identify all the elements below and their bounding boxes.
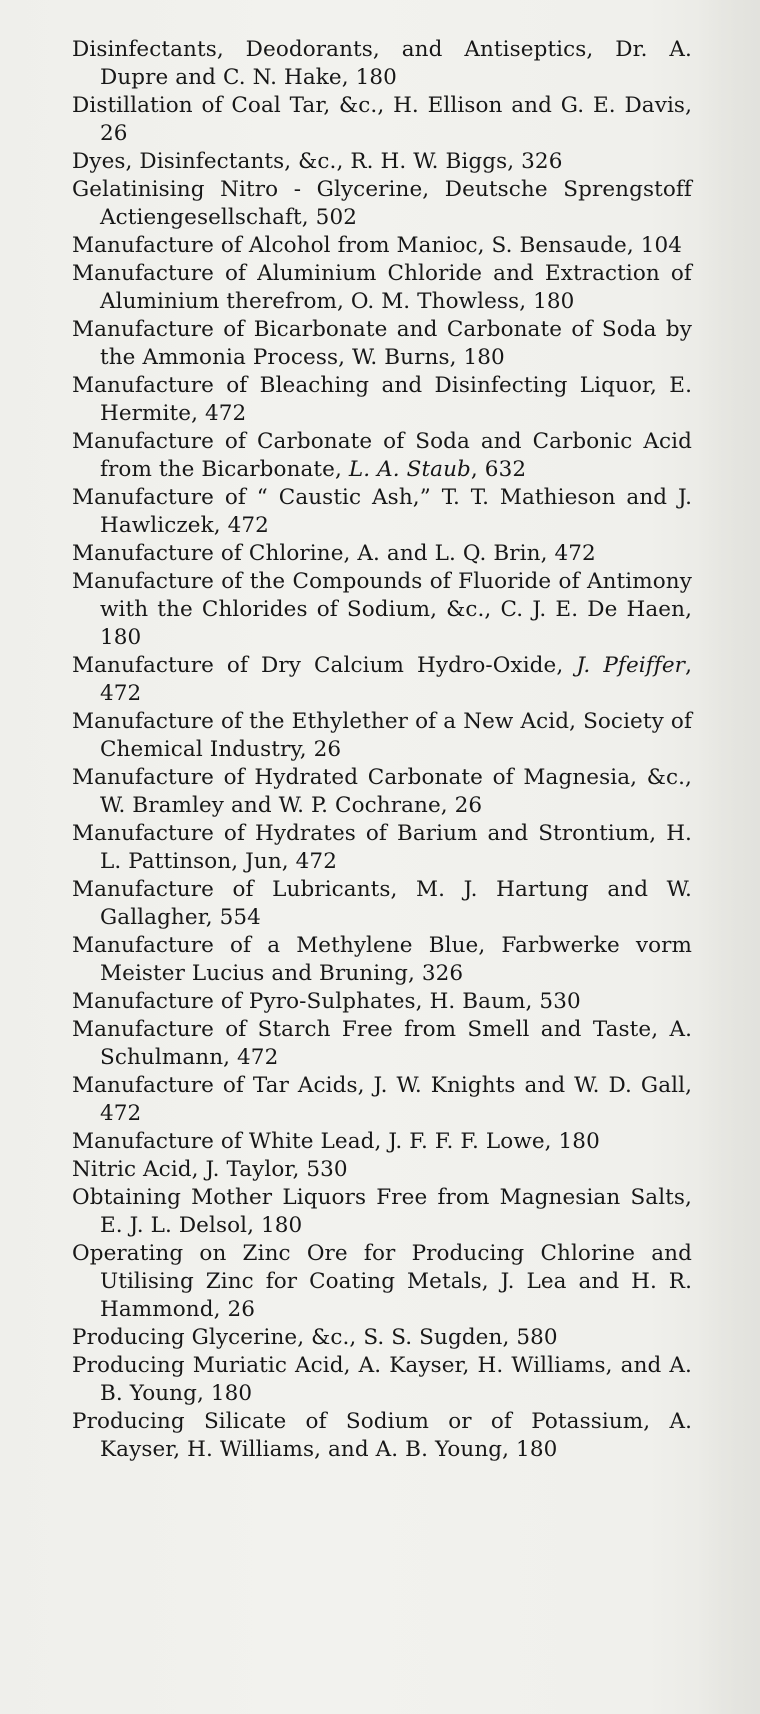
index-entry: Manufacture of Hydrates of Barium and Strontium, H. L. Pattinson, Jun, 472 <box>72 821 692 874</box>
entry-subject: Manufacture of Lubricants, <box>72 877 398 902</box>
index-entry: Gelatinising Nitro - Glycerine, Deutsche Sprengstoff Actiengesellschaft, 502 <box>72 177 692 230</box>
entry-author: L. A. Staub <box>348 457 471 482</box>
entry-page-number: 180 <box>558 1129 600 1154</box>
entry-page-number: 472 <box>100 681 142 706</box>
entry-subject: Manufacture of Dry Calcium Hydro-Oxide, <box>72 653 564 678</box>
entry-subject: Operating on Zinc Ore for Producing Chlorine and Utilising Zinc for Coating Metals, <box>72 1241 692 1294</box>
entry-subject: Manufacture of “ Caustic Ash,” <box>72 485 431 510</box>
entry-author: C. J. E. De Haen <box>500 597 686 622</box>
entry-subject: Gelatinising Nitro - Glycerine, <box>72 177 430 202</box>
entry-page-number: 530 <box>539 989 581 1014</box>
entry-page-number: 502 <box>315 205 358 230</box>
index-entry: Producing Silicate of Sodium or of Potassium, A. Kayser, H. Williams, and A. B. Young, 180 <box>72 1409 693 1462</box>
entry-subject: Manufacture of Chlorine, <box>72 541 351 566</box>
entry-author: E. J. L. Delsol <box>100 1213 248 1238</box>
entry-subject: Manufacture of Hydrated Carbonate of Magnesia, &c., <box>72 765 692 790</box>
index-entry: Manufacture of “ Caustic Ash,” T. T. Mathieson and J. Hawliczek, 472 <box>72 485 693 538</box>
entry-page-number: 180 <box>516 1437 558 1462</box>
entry-page-number: 326 <box>421 961 464 986</box>
entry-author: S. Bensaude <box>491 233 627 258</box>
entry-page-number: 180 <box>210 1381 253 1406</box>
entry-subject: Manufacture of Tar Acids, <box>72 1073 365 1098</box>
entry-author: J. Taylor <box>205 1157 293 1182</box>
index-entry: Manufacture of Hydrated Carbonate of Magnesia, &c., W. Bramley and W. P. Cochrane, 26 <box>72 765 692 818</box>
entry-author: H. Ellison and G. E. Davis <box>393 93 686 118</box>
entry-subject: Manufacture of the Compounds of Fluoride of Antimony with the Chlorides of Sodium, &c., <box>72 569 692 622</box>
entry-page-number: 180 <box>463 345 505 370</box>
index-entry: Manufacture of Starch Free from Smell and Taste, A. Schulmann, 472 <box>72 1017 692 1070</box>
entry-subject: Manufacture of Bleaching and Disinfecting Liquor, <box>72 373 657 398</box>
entry-page-number: 180 <box>533 289 575 314</box>
entry-subject: Manufacture of White Lead, <box>72 1129 382 1154</box>
index-entry: Distillation of Coal Tar, &c., H. Ellison and G. E. Davis, 26 <box>72 93 692 146</box>
entry-page-number: 26 <box>454 793 483 818</box>
entry-page-number: 26 <box>313 737 342 762</box>
entry-author: Deutsche Sprengstoff Actiengesellschaft <box>100 177 692 230</box>
entry-author: T. T. Mathieson and J. Hawliczek <box>100 485 693 538</box>
entry-author: Dr. A. Dupre and C. N. Hake <box>100 37 692 90</box>
entry-author: W. Bramley and W. P. Cochrane <box>100 793 441 818</box>
index-entry: Manufacture of the Compounds of Fluoride of Antimony with the Chlorides of Sodium, &c., C. J. E. De Haen, 180 <box>72 569 693 650</box>
entry-subject: Obtaining Mother Liquors Free from Magnesian Salts, <box>72 1185 692 1210</box>
index-entry: Operating on Zinc Ore for Producing Chlorine and Utilising Zinc for Coating Metals, J. Lea and H. R. Hammond, 26 <box>72 1241 693 1322</box>
entry-subject: Producing Muriatic Acid, <box>72 1353 351 1378</box>
entry-subject: Distillation of Coal Tar, &c., <box>72 93 385 118</box>
index-entry: Nitric Acid, J. Taylor, 530 <box>72 1157 348 1182</box>
entry-page-number: 472 <box>237 1045 279 1070</box>
entry-subject: Dyes, Disinfectants, &c., <box>72 149 344 174</box>
entry-author: M. J. Hartung and W. Gallagher <box>100 877 692 930</box>
entry-author: A. Schulmann <box>100 1017 692 1070</box>
entry-subject: Manufacture of a Methylene Blue, <box>72 933 486 958</box>
entry-subject: Manufacture of Alcohol from Manioc, <box>72 233 485 258</box>
entry-page-number: 104 <box>640 233 683 258</box>
entry-subject: Manufacture of Starch Free from Smell and Taste, <box>72 1017 659 1042</box>
entry-author: A. and L. Q. Brin <box>357 541 541 566</box>
entry-subject: Manufacture of the Ethylether of a New Acid, <box>72 709 577 734</box>
index-entry: Manufacture of Lubricants, M. J. Hartung and W. Gallagher, 554 <box>72 877 692 930</box>
entry-page-number: 580 <box>516 1325 558 1350</box>
entry-subject: Disinfectants, Deodorants, and Antiseptics, <box>72 37 594 62</box>
entry-author: J. Pfeiffer <box>576 653 686 678</box>
entry-subject: Producing Silicate of Sodium or of Potassium, <box>72 1409 651 1434</box>
index-entry: Manufacture of Bicarbonate and Carbonate of Soda by the Ammonia Process, W. Burns, 180 <box>72 317 692 370</box>
entry-page-number: 472 <box>554 541 596 566</box>
entry-author: W. Burns <box>351 345 450 370</box>
index-entry: Manufacture of Pyro-Sulphates, H. Baum, 530 <box>72 989 581 1014</box>
index-entry: Manufacture of Tar Acids, J. W. Knights and W. D. Gall, 472 <box>72 1073 692 1126</box>
entry-author: E. Hermite <box>100 373 693 426</box>
index-entry: Producing Muriatic Acid, A. Kayser, H. Williams, and A. B. Young, 180 <box>72 1353 692 1406</box>
entry-page-number: 530 <box>306 1157 348 1182</box>
entry-author: H. L. Pattinson, Jun <box>100 821 692 874</box>
entry-page-number: 26 <box>227 1297 256 1322</box>
entry-page-number: 554 <box>219 905 261 930</box>
entry-author: R. H. W. Biggs <box>350 149 508 174</box>
entry-subject: Manufacture of Bicarbonate and Carbonate of Soda by the Ammonia Process, <box>72 317 692 370</box>
entry-page-number: 472 <box>100 1101 142 1126</box>
index-entry: Disinfectants, Deodorants, and Antiseptics, Dr. A. Dupre and C. N. Hake, 180 <box>72 37 692 90</box>
entry-author: S. S. Sugden <box>363 1325 503 1350</box>
entry-author: O. M. Thowless <box>350 289 520 314</box>
index-entry: Manufacture of Carbonate of Soda and Carbonic Acid from the Bicarbonate, L. A. Staub, 632 <box>72 429 692 482</box>
entry-page-number: 472 <box>295 849 337 874</box>
entry-author: Society of Chemical Industry <box>100 709 692 762</box>
entry-author: Farbwerke vorm Meister Lucius and Bruning <box>100 933 692 986</box>
entry-author: J. F. F. F. Lowe <box>388 1129 545 1154</box>
index-entries-list <box>72 36 692 1464</box>
entry-subject: Manufacture of Carbonate of Soda and Carbonic Acid from the Bicarbonate, <box>72 429 692 482</box>
entry-page-number: 326 <box>521 149 563 174</box>
index-entry: Manufacture of Alcohol from Manioc, S. Bensaude, 104 <box>72 233 683 258</box>
index-entry: Dyes, Disinfectants, &c., R. H. W. Biggs, 326 <box>72 149 563 174</box>
entry-author: A. Kayser, H. Williams, and A. B. Young <box>100 1409 693 1462</box>
entry-page-number: 180 <box>355 65 397 90</box>
page-edge-shadow <box>700 0 760 1714</box>
entry-page-number: 472 <box>204 401 247 426</box>
index-entry: Producing Glycerine, &c., S. S. Sugden, 580 <box>72 1325 558 1350</box>
index-entry: Manufacture of Chlorine, A. and L. Q. Brin, 472 <box>72 541 596 566</box>
entry-subject: Manufacture of Aluminium Chloride and Extraction of Aluminium therefrom, <box>72 261 692 314</box>
index-entry: Manufacture of Dry Calcium Hydro-Oxide, J. Pfeiffer, 472 <box>72 653 692 706</box>
entry-page-number: 180 <box>261 1213 303 1238</box>
index-entry: Manufacture of Bleaching and Disinfecting Liquor, E. Hermite, 472 <box>72 373 693 426</box>
entry-page-number: 472 <box>227 513 269 538</box>
entry-page-number: 180 <box>100 625 142 650</box>
index-entry: Manufacture of White Lead, J. F. F. F. Lowe, 180 <box>72 1129 600 1154</box>
entry-author: A. Kayser, H. Williams, and A. B. Young <box>100 1353 692 1406</box>
entry-page-number: 632 <box>484 457 527 482</box>
entry-subject: Manufacture of Hydrates of Barium and Strontium, <box>72 821 657 846</box>
entry-author: H. Baum <box>429 989 526 1014</box>
index-entry: Obtaining Mother Liquors Free from Magnesian Salts, E. J. L. Delsol, 180 <box>72 1185 692 1238</box>
entry-author: J. W. Knights and W. D. Gall <box>373 1073 686 1098</box>
index-entry: Manufacture of a Methylene Blue, Farbwerke vorm Meister Lucius and Bruning, 326 <box>72 933 692 986</box>
index-entry: Manufacture of Aluminium Chloride and Extraction of Aluminium therefrom, O. M. Thowless, 180 <box>72 261 692 314</box>
entry-author: J. Lea and H. R. Hammond <box>100 1269 693 1322</box>
entry-page-number: 26 <box>100 121 128 146</box>
entry-subject: Nitric Acid, <box>72 1157 199 1182</box>
index-entry: Manufacture of the Ethylether of a New Acid, Society of Chemical Industry, 26 <box>72 709 692 762</box>
entry-subject: Manufacture of Pyro-Sulphates, <box>72 989 423 1014</box>
entry-subject: Producing Glycerine, &c., <box>72 1325 357 1350</box>
